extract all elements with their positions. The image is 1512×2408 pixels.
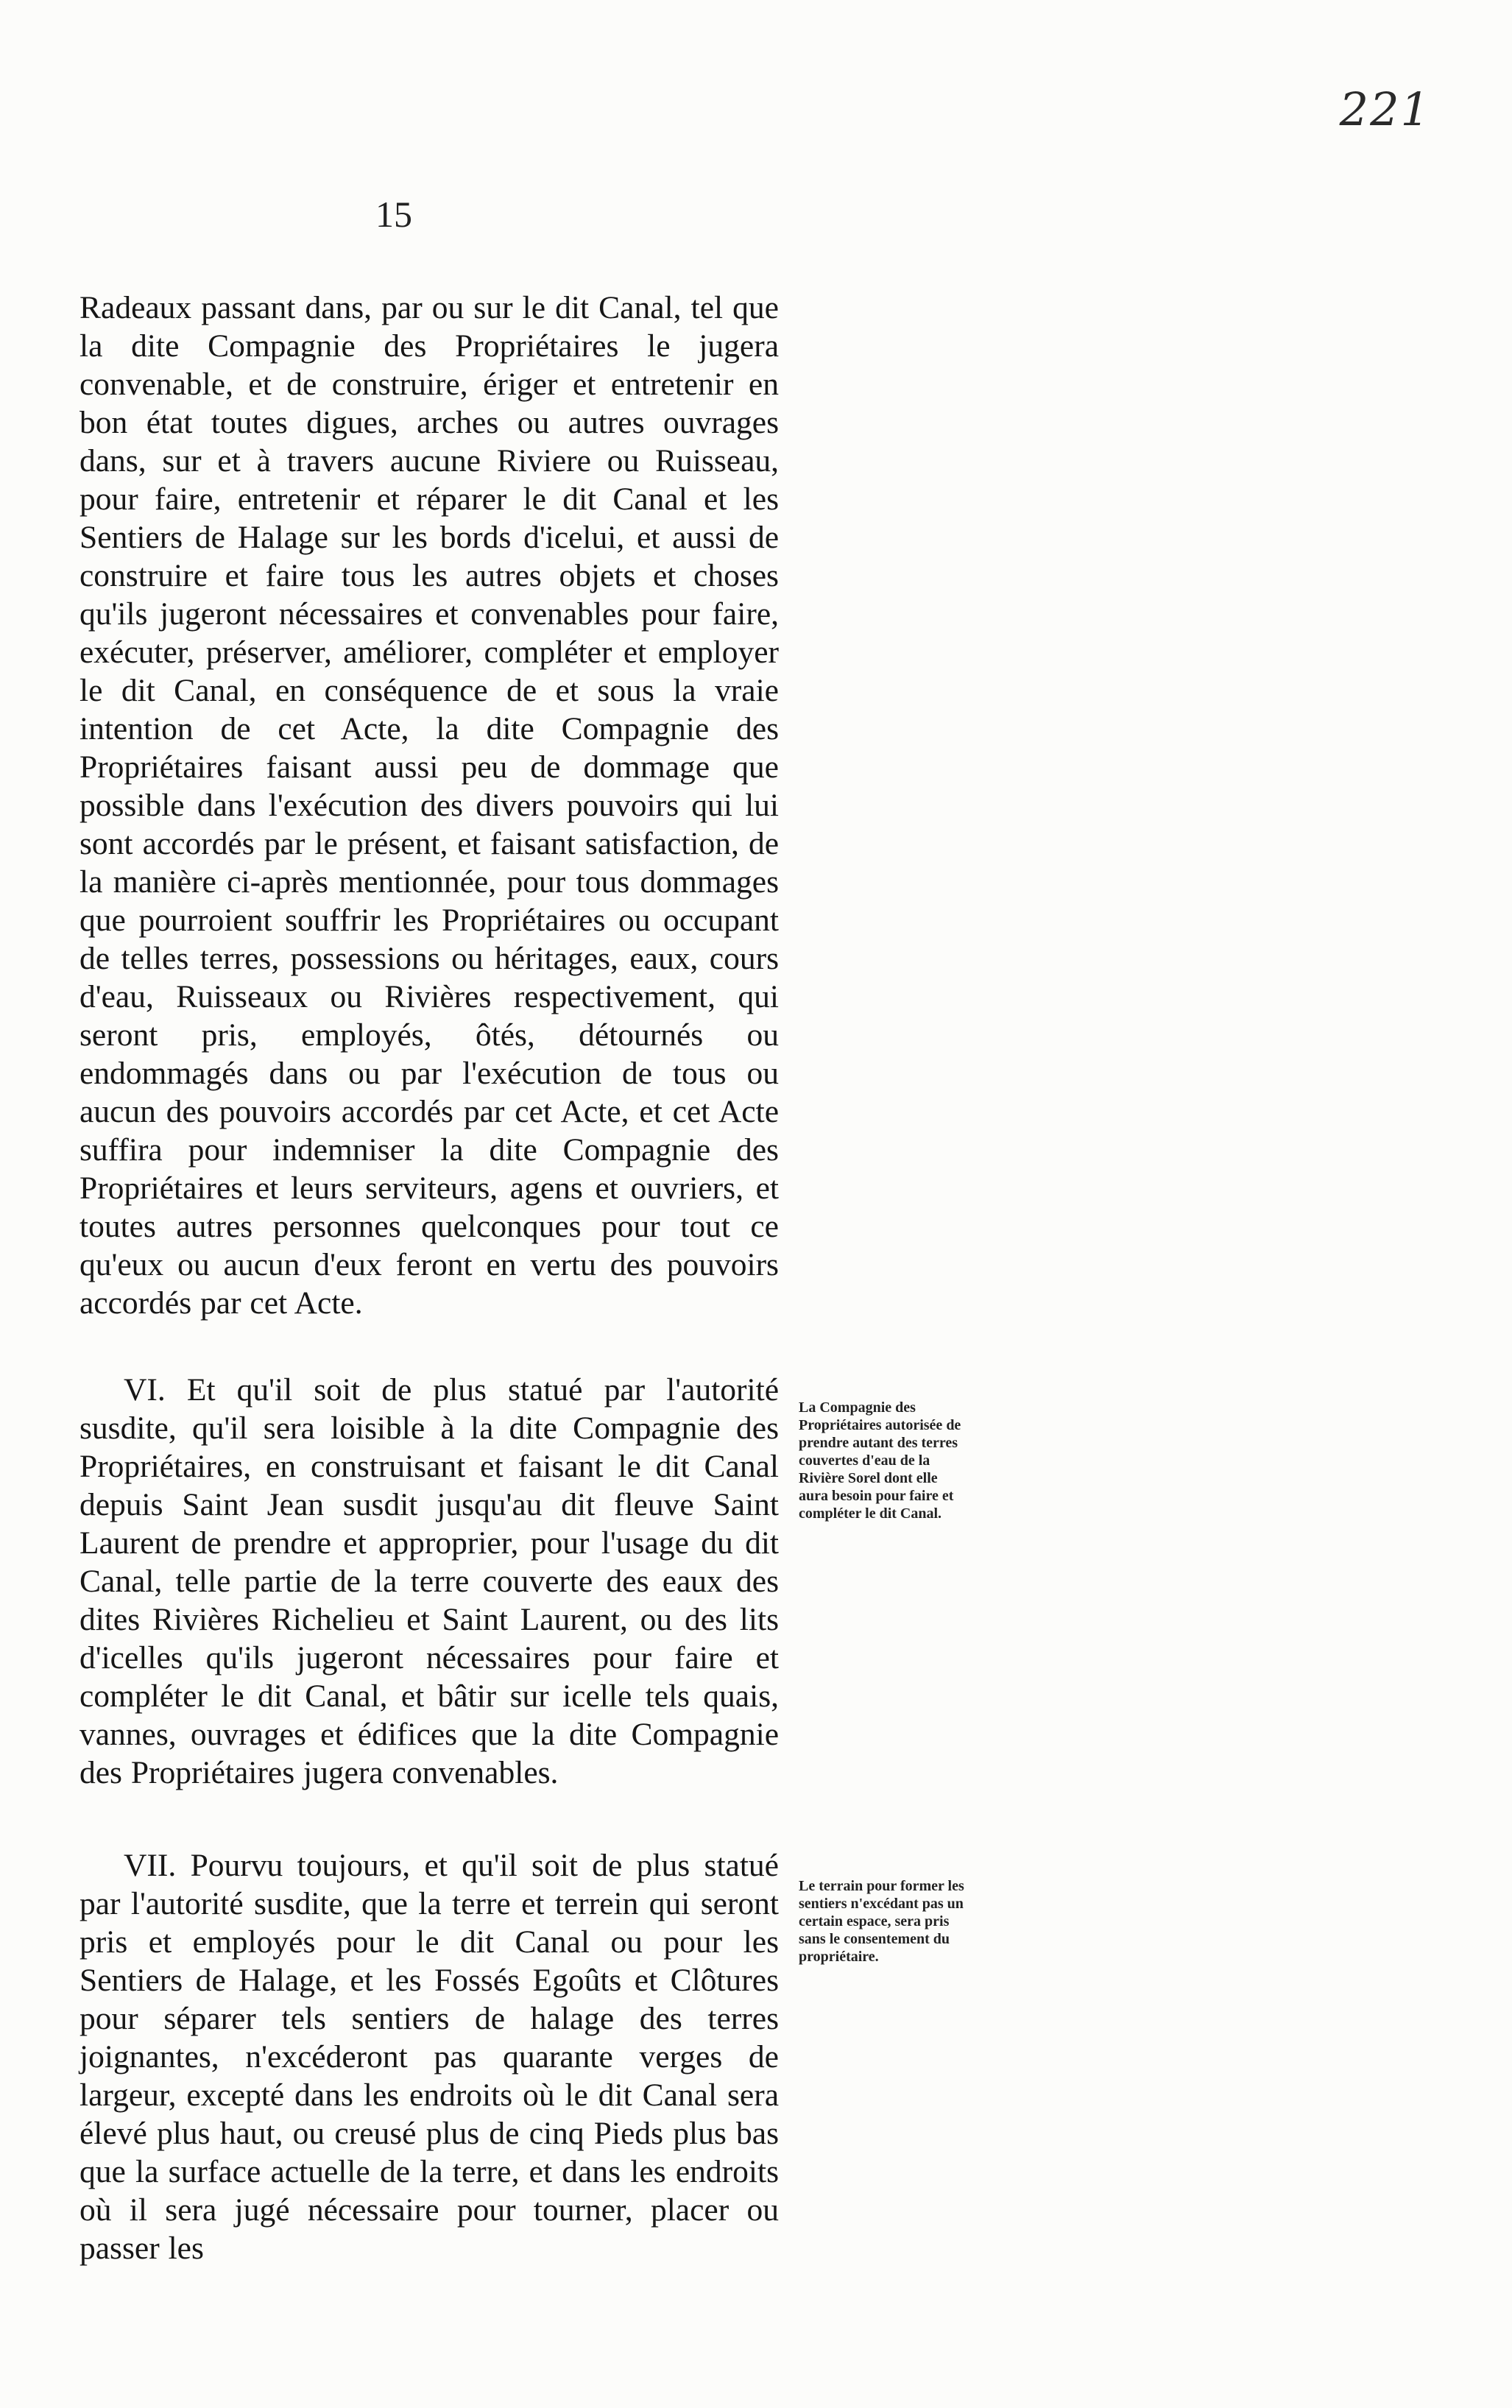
section-vi-text: VI. Et qu'il soit de plus statué par l'autorité susdite, qu'il sera loisible à la dite Compagnie des Propriétaires, en construisant et faisant le dit Canal depuis Saint Jean susdit jusqu'au dit fleuve Saint Laurent de prendre et approprier, pour l'usage du dit Canal, telle partie de la terre couverte des eaux des dites Rivières Richelieu et Saint Laurent, ou des lits d'icelles qu'ils jugeront nécessaires pour faire et compléter le dit Canal, et bâtir sur icelle tels quais, vannes, ouvrages et édifices que la dite Compagnie des Propriétaires jugera convenables. [80,1372,779,1790]
folio-number: 221 [1339,82,1431,136]
section-vii [80,1846,779,2267]
section-vii-text: VII. Pourvu toujours, et qu'il soit de plus statué par l'autorité susdite, que la terre et terrein qui seront pris et employés pour le dit Canal ou pour les Sentiers de Halage, et les Fossés Egoûts et Clôtures pour séparer tels sentiers de halage des terres joignantes, n'excéderont pas quarante verges de largeur, excepté dans les endroits où le dit Canal sera élevé plus haut, ou creusé plus de cinq Pieds plus bas que la surface actuelle de la terre, et dans les endroits où il sera jugé nécessaire pour tourner, placer ou passer les [80,1848,779,2266]
section-vi-margin-note: La Compagnie des Propriétaires autorisée de prendre autant des terres couvertes d'eau de la Rivière Sorel dont elle aura besoin pour faire et compléter le dit Canal. [799,1399,961,1522]
page-number: 15 [375,194,412,235]
section-vi [80,1371,779,1792]
continuation-paragraph: Radeaux passant dans, par ou sur le dit Canal, tel que la dite Compagnie des Propriétaires le jugera convenable, et de construire, ériger et entretenir en bon état toutes digues, arches ou autres ouvrages dans, sur et à travers aucune Riviere ou Ruisseau, pour faire, entretenir et réparer le dit Canal et les Sentiers de Halage sur les bords d'icelui, et aussi de construire et faire tous les autres objets et choses qu'ils jugeront nécessaires et convenables pour faire, exécuter, préserver, améliorer, compléter et employer le dit Canal, en conséquence de et sous la vraie intention de cet Acte, la dite Compagnie des Propriétaires faisant aussi peu de dommage que possible dans l'exécution des divers pouvoirs qui lui sont accordés par le présent, et faisant satisfaction, de la manière ci-après mentionnée, pour tous dommages que pourroient souffrir les Propriétaires ou occupant de telles terres, possessions ou héritages, eaux, cours d'eau, Ruisseaux ou Rivières respectivement, qui seront pris, employés, ôtés, détournés ou endommagés dans ou par l'exécution de tous ou aucun des pouvoirs accordés par cet Acte, et cet Acte suffira pour indemniser la dite Compagnie des Propriétaires et leurs serviteurs, agens et ouvriers, et toutes autres personnes quelconques pour tout ce qu'eux ou aucun d'eux feront en vertu des pouvoirs accordés par cet Acte. [80,290,779,1321]
continuation-paragraph-block [80,289,779,1322]
section-vii-margin-note: Le terrain pour former les sentiers n'excédant pas un certain espace, sera pris sans le consentement du propriétaire. [799,1878,964,1965]
